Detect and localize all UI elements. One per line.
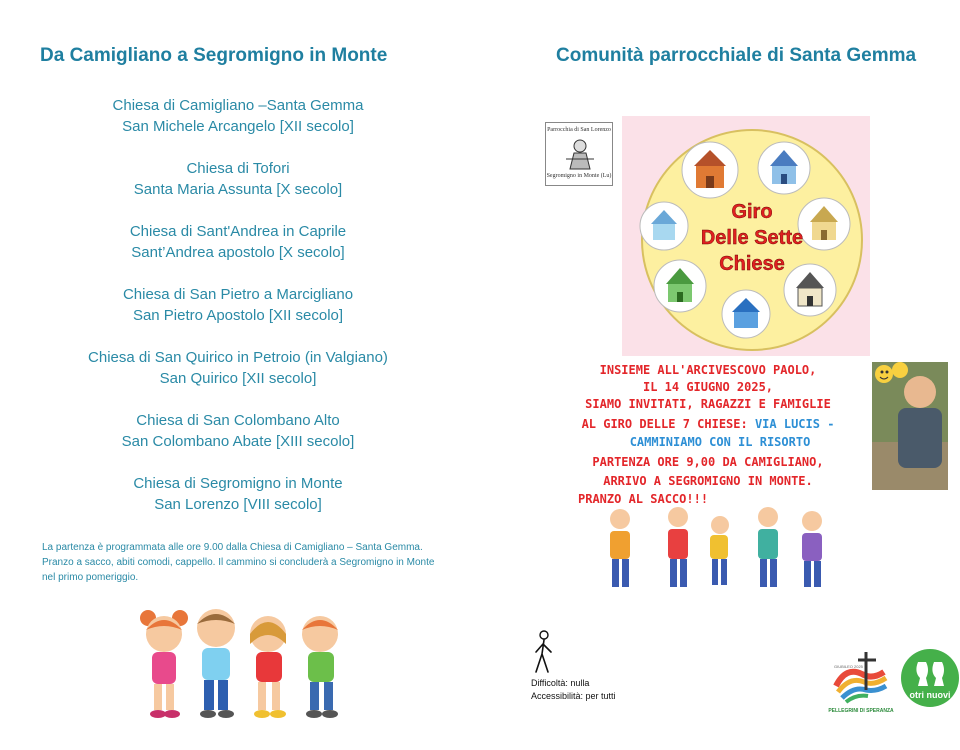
child-boy-green <box>302 616 338 718</box>
church-medallion <box>758 142 810 194</box>
walking-children-illustration <box>598 505 838 595</box>
walking-person-icon <box>531 630 557 676</box>
invite-line: INSIEME ALL'ARCIVESCOVO PAOLO, <box>599 363 817 377</box>
child-girl-red <box>250 616 286 718</box>
jubilee-logo <box>826 646 896 716</box>
church-name: Chiesa di San Quirico in Petroio (in Valgiano) <box>88 349 388 366</box>
invite-line: PRANZO AL SACCO!!! <box>578 492 709 506</box>
church-medallion <box>682 142 738 198</box>
invite-line <box>548 416 868 433</box>
difficulty-text: Difficoltà: nulla <box>531 678 590 688</box>
poster-title-line: Chiese <box>719 253 785 275</box>
invite-line: PARTENZA ORE 9,00 DA CAMIGLIANO, <box>592 455 824 469</box>
jubilee-year-text: GIUBILEO 2025 <box>834 664 863 669</box>
church-dedication: Santa Maria Assunta [X secolo] <box>133 181 343 198</box>
via-lucis-text: VIA LUCIS - <box>754 417 835 431</box>
church-list <box>40 95 436 536</box>
poster-title-line: Giro <box>731 201 773 223</box>
church-dedication: San Colombano Abate [XIII secolo] <box>121 433 355 450</box>
church-item <box>40 347 436 389</box>
church-item <box>40 221 436 263</box>
church-medallion <box>654 260 706 312</box>
jubilee-logo-text: PELLEGRINI DI SPERANZA <box>828 708 894 714</box>
church-name: Chiesa di San Colombano Alto <box>136 412 340 429</box>
left-title: Da Camigliano a Segromigno in Monte <box>40 45 388 66</box>
saint-icon <box>564 137 596 171</box>
invite-line: ARRIVO A SEGROMIGNO IN MONTE. <box>603 474 813 488</box>
church-medallion <box>722 290 770 338</box>
church-name: Chiesa di Tofori <box>186 160 290 177</box>
invite-line: IL 14 GIUGNO 2025, <box>642 380 774 394</box>
church-name: Chiesa di San Pietro a Marcigliano <box>122 286 354 303</box>
church-name: Chiesa di Sant'Andrea in Caprile <box>129 223 347 240</box>
otri-nuovi-logo <box>900 648 960 708</box>
invite-line: SIAMO INVITATI, RAGAZZI E FAMIGLIE <box>585 397 831 411</box>
invite-text: AL GIRO DELLE 7 CHIESE: <box>581 417 755 431</box>
stamp-top-text: Parrocchia di San Lorenzo <box>547 127 611 133</box>
church-item <box>40 410 436 452</box>
church-item <box>40 158 436 200</box>
right-title: Comunità parrocchiale di Santa Gemma <box>556 45 917 66</box>
otri-nuovi-text: otri nuovi <box>909 690 951 700</box>
church-medallion <box>640 202 688 250</box>
invite-line: CAMMINIAMO CON IL RISORTO <box>629 435 811 449</box>
archbishop-photo <box>872 362 948 490</box>
children-illustration <box>118 604 360 722</box>
church-dedication: Sant’Andrea apostolo [X secolo] <box>131 244 345 261</box>
church-item <box>40 95 436 137</box>
child-boy-blue <box>197 609 235 718</box>
church-dedication: San Quirico [XII secolo] <box>159 370 317 387</box>
church-name: Chiesa di Segromigno in Monte <box>133 475 343 492</box>
church-dedication: San Lorenzo [VIII secolo] <box>154 496 322 513</box>
seven-churches-wheel <box>638 126 866 354</box>
parish-stamp <box>545 122 613 186</box>
accessibility-text: Accessibilità: per tutti <box>531 691 616 701</box>
poster-title-line: Delle Sette <box>700 227 804 249</box>
church-dedication: San Pietro Apostolo [XII secolo] <box>132 307 344 324</box>
difficulty-info <box>531 677 616 703</box>
child-girl-pigtails <box>140 610 188 718</box>
church-name: Chiesa di Camigliano –Santa Gemma <box>112 97 364 114</box>
church-item <box>40 473 436 515</box>
church-dedication: San Michele Arcangelo [XII secolo] <box>122 118 354 135</box>
stamp-bottom-text: Segromigno in Monte (Lu) <box>546 173 612 179</box>
departure-note: La partenza è programmata alle ore 9.00 dalla Chiesa di Camigliano – Santa Gemma. Pranzo a sacco, abiti comodi, cappello. Il cammino si concluderà a Segromigno in Monte nel primo pomeriggio. <box>42 542 435 583</box>
church-medallion <box>798 198 850 250</box>
church-medallion <box>784 264 836 316</box>
church-item <box>40 284 436 326</box>
